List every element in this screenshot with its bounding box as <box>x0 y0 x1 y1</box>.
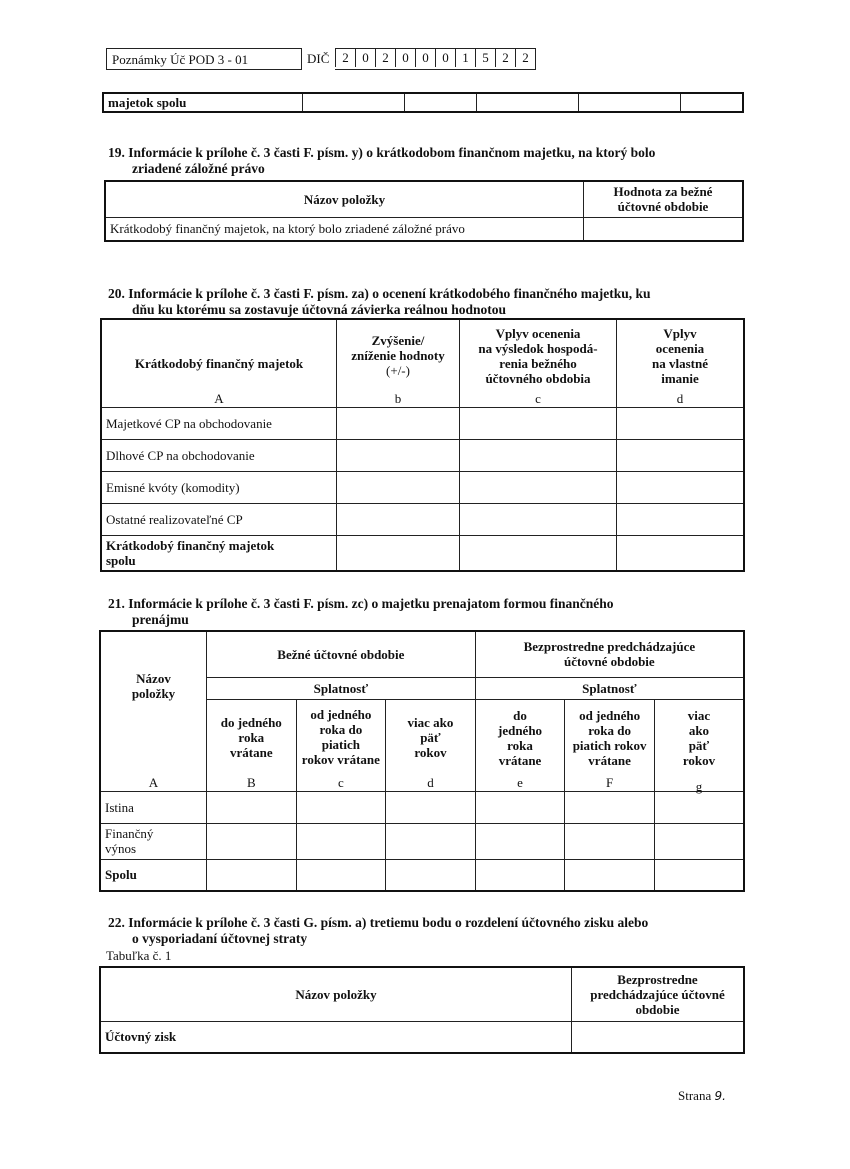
dic-label: DIČ <box>307 51 330 66</box>
s20-h4-line2: ocenenia <box>655 341 705 357</box>
form-label-box <box>106 48 302 70</box>
s21-splatnost-prev: Splatnosť <box>475 677 744 699</box>
s21-col-e-l3: roka <box>507 738 533 753</box>
s20-row-label: Emisné kvóty (komodity) <box>101 471 337 503</box>
s20-title: 20. Informácie k prílohe č. 3 časti F. písm. za) o ocenení krátkodobého finančného majetku, ku <box>108 286 651 301</box>
dic-digit: 0 <box>435 49 455 67</box>
dic-digit: 2 <box>335 49 355 67</box>
s20-letter-a: A <box>214 390 224 406</box>
s20-h1 <box>101 319 337 407</box>
s20-total-line2: spolu <box>106 552 136 568</box>
s19-table <box>104 180 744 242</box>
page-number: 9. <box>714 1089 726 1103</box>
s21-letter-e: e <box>517 774 523 790</box>
s22-col2-line1: Bezprostredne <box>617 971 698 987</box>
s21-col-c <box>296 699 386 791</box>
s22-col2-line3: obdobie <box>635 1001 680 1017</box>
dic-digit: 2 <box>515 49 535 67</box>
s21-letter-g: g <box>695 778 703 794</box>
s21-col-b-l1: do jedného <box>220 714 282 730</box>
s21-col-b <box>207 699 297 791</box>
form-label: Poznámky Úč POD 3 - 01 <box>112 52 249 67</box>
s19-heading <box>108 145 748 177</box>
s21-row-vynos-l1: Finančný <box>105 826 154 841</box>
s21-col-e-l1: do <box>513 708 527 723</box>
s21-col-f-l2: roka do <box>588 723 631 738</box>
s20-h2-line1: Zvýšenie/ <box>371 332 425 348</box>
s20-h2-line3: (+/-) <box>386 362 410 378</box>
s21-col-c-l3: rokov vrátane <box>301 752 380 767</box>
s21-current-header: Bežné účtovné obdobie <box>207 631 476 677</box>
dic-digit: 2 <box>495 49 515 67</box>
s20-h3-line3: renia bežného <box>499 356 577 372</box>
s21-col-g-l3: päť <box>688 738 710 753</box>
s20-h3-line1: Vplyv ocenenia <box>495 326 581 342</box>
s21-col-g-l2: ako <box>688 723 710 738</box>
s21-title2: prenájmu <box>132 612 189 627</box>
s21-heading <box>108 596 748 628</box>
s20-letter-b: b <box>394 390 402 406</box>
s20-total-label <box>101 535 337 571</box>
s19-col1-header: Názov položky <box>105 181 584 217</box>
s19-col2-line2: účtovné obdobie <box>617 199 709 215</box>
s20-row-label: Ostatné realizovateľné CP <box>101 503 337 535</box>
s20-h3-line2: na výsledok hospodá- <box>478 341 598 357</box>
s20-row-label: Majetkové CP na obchodovanie <box>101 407 337 439</box>
s21-col-c-l1: od jedného <box>310 707 372 722</box>
s21-letter-f: F <box>605 774 614 790</box>
s20-h4-line1: Vplyv <box>663 326 697 342</box>
s20-h2 <box>337 319 460 407</box>
s20-h4 <box>617 319 745 407</box>
s21-col-d-l1: viac ako <box>407 714 454 730</box>
s22-row-zisk: Účtovný zisk <box>100 1021 572 1053</box>
s19-col2-header <box>584 181 744 217</box>
dic-digit: 0 <box>355 49 375 67</box>
s21-title: 21. Informácie k prílohe č. 3 časti F. písm. zc) o majetku prenajatom formou finančného <box>108 596 614 611</box>
s21-row-vynos <box>100 823 207 859</box>
s20-heading <box>108 286 748 318</box>
top-row-table <box>102 92 744 113</box>
s21-col-f-l1: od jedného <box>579 708 641 723</box>
s21-table <box>99 630 745 892</box>
page-footer <box>678 1088 726 1104</box>
s19-title: 19. Informácie k prílohe č. 3 časti F. písm. y) o krátkodobom finančnom majetku, na ktorý bolo <box>108 145 656 160</box>
dic-digit: 5 <box>475 49 495 67</box>
s21-letter-c: c <box>337 774 344 790</box>
s21-row-istina: Istina <box>100 791 207 823</box>
s22-col2-line2: predchádzajúce účtovné <box>590 986 725 1002</box>
s19-title2: zriadené záložné právo <box>132 161 265 176</box>
s21-col-d-l3: rokov <box>414 744 447 760</box>
s22-title: 22. Informácie k prílohe č. 3 časti G. písm. a) tretiemu bodu o rozdelení účtovného zisku alebo <box>108 915 649 930</box>
s21-col-f-l4: vrátane <box>588 753 631 768</box>
s20-h4-line3: na vlastné <box>652 356 708 372</box>
s21-col-e <box>475 699 565 791</box>
s21-row-spolu: Spolu <box>100 859 207 891</box>
s19-row1-label: Krátkodobý finančný majetok, na ktorý bolo zriadené záložné právo <box>105 217 584 241</box>
s21-letter-b: B <box>246 774 256 790</box>
dic-digit: 0 <box>415 49 435 67</box>
s20-row-label: Dlhové CP na obchodovanie <box>101 439 337 471</box>
s20-title2: dňu ku ktorému sa zostavuje účtovná závierka reálnou hodnotou <box>132 302 507 317</box>
s21-letter-a: A <box>148 774 159 790</box>
s19-row1-value <box>584 217 744 241</box>
s21-col-g-l1: viac <box>687 708 711 723</box>
s21-col-d-l2: päť <box>420 729 441 745</box>
s19-col2-line1: Hodnota za bežné <box>613 184 713 200</box>
s21-col-b-l2: roka <box>238 729 265 745</box>
s20-letter-d: d <box>676 390 684 406</box>
s21-prev-line2: účtovné obdobie <box>564 654 655 670</box>
s22-table <box>99 966 745 1054</box>
top-row-label: majetok spolu <box>103 93 303 112</box>
s20-total-line1: Krátkodobý finančný majetok <box>106 537 275 553</box>
s21-col-g <box>654 699 744 794</box>
dic-digit: 1 <box>455 49 475 67</box>
s20-h3 <box>460 319 617 407</box>
dic-digits <box>335 48 536 70</box>
dic-digit: 0 <box>395 49 415 67</box>
s21-name-line1: Názov <box>136 671 171 687</box>
s20-h3-line4: účtovného obdobia <box>485 371 591 387</box>
s22-col1-header: Názov položky <box>100 967 572 1021</box>
s20-h2-line2: zníženie hodnoty <box>351 347 445 363</box>
s21-prev-header <box>475 631 744 677</box>
s20-letter-c: c <box>535 390 541 406</box>
s21-col-e-l4: vrátane <box>498 753 542 768</box>
s21-name-line2: položky <box>131 686 176 702</box>
s20-table <box>100 318 745 572</box>
s20-h1-text: Krátkodobý finančný majetok <box>134 355 304 371</box>
s21-col-d <box>386 699 476 791</box>
s21-col-g-l4: rokov <box>682 753 716 768</box>
s21-col-e-l2: jedného <box>497 723 543 738</box>
s21-letter-d: d <box>427 774 434 790</box>
s22-title2: o vysporiadaní účtovnej straty <box>132 931 308 946</box>
s21-col-c-l2: roka do piatich <box>319 722 363 752</box>
s22-table-label: Tabuľka č. 1 <box>106 948 172 963</box>
s22-heading <box>108 915 748 947</box>
s21-splatnost-current: Splatnosť <box>207 677 476 699</box>
s21-col-f <box>565 699 655 791</box>
s21-prev-line1: Bezprostredne predchádzajúce <box>523 639 696 655</box>
s21-name-header <box>100 631 207 791</box>
s21-col-b-l3: vrátane <box>229 744 273 760</box>
s21-col-f-l3: piatich rokov <box>572 738 647 753</box>
s20-h4-line4: imanie <box>661 371 699 387</box>
s22-col2-header <box>572 967 745 1021</box>
page-label: Strana <box>678 1088 712 1103</box>
s21-row-vynos-l2: výnos <box>105 841 137 856</box>
dic-digit: 2 <box>375 49 395 67</box>
